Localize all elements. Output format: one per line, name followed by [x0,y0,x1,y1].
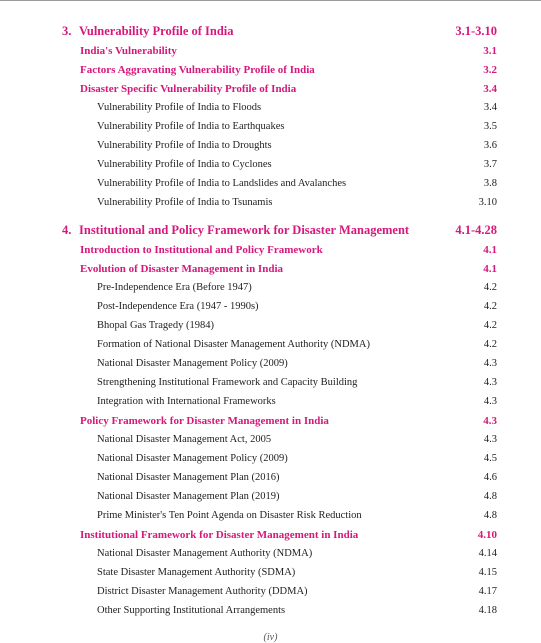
entry-page-number: 4.3 [483,358,497,369]
toc-subsection-entry[interactable] [0,316,541,335]
entry-page-number: 4.3 [483,396,497,407]
entry-page-number: 4.3 [483,434,497,445]
toc-section-entry[interactable] [0,79,541,98]
entry-page-number: 3.2 [483,63,497,76]
entry-page-number: 4.1 [483,262,497,275]
toc-section-entry[interactable] [0,41,541,60]
entry-title: Evolution of Disaster Management in India [80,262,284,275]
toc-subsection-entry[interactable] [0,430,541,449]
toc-subsection-entry[interactable] [0,117,541,136]
entry-title: Vulnerability Profile of India to Floods [97,102,262,113]
entry-page-number: 3.8 [483,178,497,189]
entry-page-number: 4.2 [483,282,497,293]
entry-title: State Disaster Management Authority (SDMA) [97,567,296,578]
entry-page-number: 4.8 [483,491,497,502]
chapter-number: 4. [62,223,72,237]
entry-page-number: 4.5 [483,453,497,464]
entry-title: Vulnerability Profile of India to Tsunamis [97,197,273,208]
entry-title: National Disaster Management Plan (2019) [97,491,280,502]
entry-page-number: 4.2 [483,301,497,312]
entry-page-number: 4.18 [478,605,497,616]
entry-title: India's Vulnerability [80,44,177,57]
entry-title: Factors Aggravating Vulnerability Profile of India [80,63,315,76]
entry-title: Vulnerability Profile of India to Landslides and Avalanches [97,178,347,189]
toc-subsection-entry[interactable] [0,193,541,212]
entry-page-number: 3.10 [478,197,497,208]
entry-title: Vulnerability Profile of India to Earthquakes [97,121,285,132]
entry-page-number: 4.6 [483,472,497,483]
entry-page-number: 4.1 [483,243,497,256]
toc-subsection-entry[interactable] [0,449,541,468]
chapter-number: 3. [62,24,72,38]
entry-page-number: 3.4 [483,82,497,95]
entry-title: Institutional Framework for Disaster Management in India [80,528,359,541]
toc-subsection-entry[interactable] [0,98,541,117]
toc-subsection-entry[interactable] [0,278,541,297]
entry-title: Policy Framework for Disaster Management in India [80,414,329,427]
toc-subsection-entry[interactable] [0,544,541,563]
entry-title: Formation of National Disaster Management Authority (NDMA) [97,339,370,350]
toc-subsection-entry[interactable] [0,563,541,582]
toc-subsection-entry[interactable] [0,174,541,193]
entry-page-number: 4.3 [483,377,497,388]
entry-title: District Disaster Management Authority (DDMA) [97,586,308,597]
chapter-title: Institutional and Policy Framework for Disaster Management [79,223,410,237]
chapter-heading[interactable] [0,22,541,41]
entry-page-number: 4.15 [478,567,497,578]
entry-title: National Disaster Management Act, 2005 [97,434,272,445]
toc-subsection-entry[interactable] [0,335,541,354]
entry-title: Prime Minister's Ten Point Agenda on Disaster Risk Reduction [97,510,362,521]
entry-page-number: 4.17 [478,586,497,597]
entry-page-number: 4.2 [483,339,497,350]
chapter-heading[interactable] [0,221,541,240]
toc-section-entry[interactable] [0,259,541,278]
toc-subsection-entry[interactable] [0,373,541,392]
toc-subsection-entry[interactable] [0,392,541,411]
entry-title: Integration with International Frameworks [97,396,276,407]
chapter-page-range: 4.1-4.28 [455,223,497,237]
entry-title: Strengthening Institutional Framework and Capacity Building [97,377,358,388]
entry-page-number: 4.10 [477,528,497,541]
entry-page-number: 3.6 [483,140,497,151]
toc-section-entry[interactable] [0,525,541,544]
toc-subsection-entry[interactable] [0,506,541,525]
entry-page-number: 3.7 [483,159,497,170]
entry-title: National Disaster Management Plan (2016) [97,472,280,483]
entry-title: Vulnerability Profile of India to Droughts [97,140,272,151]
entry-title: National Disaster Management Policy (2009) [97,453,288,464]
entry-page-number: 3.5 [483,121,497,132]
toc-subsection-entry[interactable] [0,487,541,506]
entry-page-number: 3.4 [483,102,497,113]
entry-title: National Disaster Management Policy (2009) [97,358,288,369]
chapter-title: Vulnerability Profile of India [79,24,234,38]
toc-subsection-entry[interactable] [0,582,541,601]
entry-title: Introduction to Institutional and Policy Framework [80,243,323,256]
toc-subsection-entry[interactable] [0,468,541,487]
entry-title: Disaster Specific Vulnerability Profile of India [80,82,297,95]
entry-page-number: 3.1 [483,44,497,57]
page-marker: (iv) [263,632,278,643]
toc-section-entry[interactable] [0,240,541,259]
toc-subsection-entry[interactable] [0,155,541,174]
entry-title: Pre-Independence Era (Before 1947) [97,282,252,293]
toc-section-entry[interactable] [0,60,541,79]
entry-title: Post-Independence Era (1947 - 1990s) [97,301,259,312]
toc-section-entry[interactable] [0,411,541,430]
entry-title: National Disaster Management Authority (NDMA) [97,548,313,559]
entry-page-number: 4.3 [483,414,497,427]
entry-page-number: 4.8 [483,510,497,521]
entry-page-number: 4.14 [478,548,497,559]
entry-title: Vulnerability Profile of India to Cyclones [97,159,272,170]
chapter-page-range: 3.1-3.10 [455,24,497,38]
entry-title: Bhopal Gas Tragedy (1984) [97,320,214,331]
toc-subsection-entry[interactable] [0,601,541,620]
entry-page-number: 4.2 [483,320,497,331]
toc-subsection-entry[interactable] [0,354,541,373]
toc-subsection-entry[interactable] [0,297,541,316]
entry-title: Other Supporting Institutional Arrangements [97,605,286,616]
toc-subsection-entry[interactable] [0,136,541,155]
